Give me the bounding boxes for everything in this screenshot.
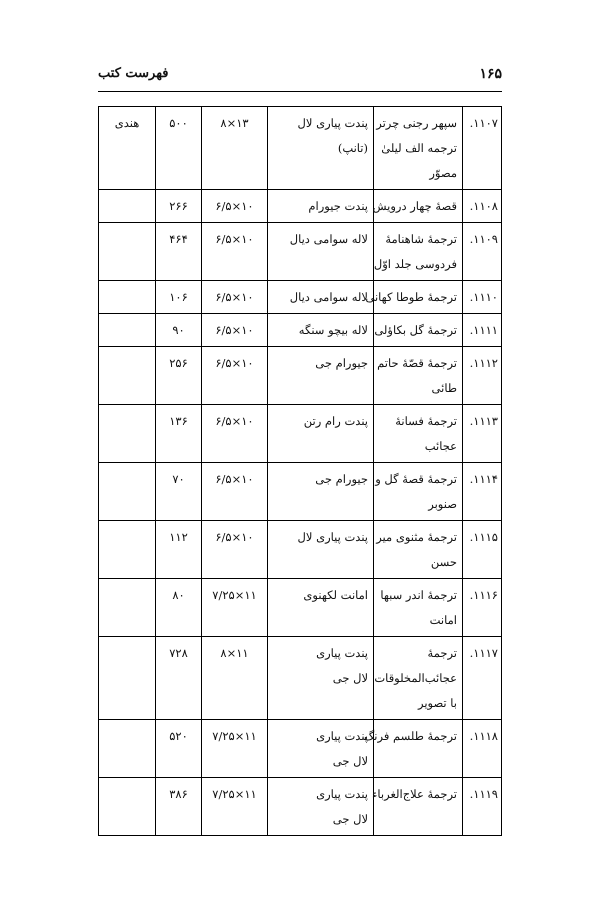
book-title-cell <box>374 579 463 637</box>
entry-number: ۱۱۱۰. <box>469 290 498 304</box>
book-author-line: پندت رام رتن <box>303 414 368 428</box>
book-title-line: صنوبر <box>428 497 457 511</box>
book-title-line: طائی <box>431 381 457 395</box>
page-count-cell <box>156 281 202 314</box>
book-language-cell <box>99 405 156 463</box>
entry-number: ۱۱۱۶. <box>469 588 498 602</box>
book-size-cell <box>202 314 268 347</box>
table-row <box>99 223 502 281</box>
book-author-line: لال جی <box>332 754 368 768</box>
book-size: ۱۱×۷/۲۵ <box>212 729 257 743</box>
book-title-line: ترجمهٔ طلسم فرنگ <box>364 729 457 743</box>
book-size: ۱۰×۶/۵ <box>215 199 254 213</box>
book-author-cell <box>268 223 374 281</box>
book-author-line: (تانپ) <box>337 141 368 155</box>
book-size-cell <box>202 107 268 190</box>
book-title-cell <box>374 190 463 223</box>
book-size: ۱۰×۶/۵ <box>215 323 254 337</box>
entry-number: ۱۱۰۹. <box>469 232 498 246</box>
book-language-cell <box>99 778 156 836</box>
table-row <box>99 314 502 347</box>
book-size: ۱۰×۶/۵ <box>215 530 254 544</box>
book-language-cell <box>99 637 156 720</box>
entry-number: ۱۱۱۴. <box>469 472 498 486</box>
page-count-cell <box>156 579 202 637</box>
book-author-line: پندت پیاری لال <box>297 116 368 130</box>
book-author-cell <box>268 521 374 579</box>
book-author-cell <box>268 281 374 314</box>
entry-number-cell <box>463 190 502 223</box>
book-author-cell <box>268 190 374 223</box>
page-count-cell <box>156 190 202 223</box>
book-author-line: لاله سوامی دیال <box>289 232 368 246</box>
book-author-line: لال جی <box>332 671 368 685</box>
book-language-cell <box>99 281 156 314</box>
book-title-line: ترجمهٔ قصهٔ گل و <box>375 472 457 486</box>
page-count: ۹۰ <box>172 323 185 337</box>
header-rule <box>98 91 502 92</box>
book-size: ۱۱×۷/۲۵ <box>212 787 257 801</box>
book-author-cell <box>268 720 374 778</box>
entry-number-cell <box>463 223 502 281</box>
entry-number: ۱۱۱۲. <box>469 356 498 370</box>
page-count-cell <box>156 637 202 720</box>
book-language-cell <box>99 521 156 579</box>
book-size: ۱۰×۶/۵ <box>215 414 254 428</box>
book-title-line: ترجمهٔ شاهنامهٔ <box>385 232 457 246</box>
book-title-line: امانت <box>429 613 457 627</box>
entry-number: ۱۱۱۱. <box>469 323 498 337</box>
entry-number-cell <box>463 314 502 347</box>
entry-number-cell <box>463 347 502 405</box>
book-author-cell <box>268 347 374 405</box>
page-count: ۷۲۸ <box>169 646 188 660</box>
book-title-cell <box>374 347 463 405</box>
book-author-cell <box>268 463 374 521</box>
book-size-cell <box>202 347 268 405</box>
table-row <box>99 405 502 463</box>
book-language-cell <box>99 463 156 521</box>
book-author-line: پندت پیاری <box>316 646 368 660</box>
table-row <box>99 347 502 405</box>
page-count: ۱۱۲ <box>169 530 188 544</box>
book-title-line: ترجمهٔ طوطا کهانی <box>365 290 457 304</box>
book-title-cell <box>374 405 463 463</box>
book-language: هندی <box>114 116 140 130</box>
entry-number: ۱۱۱۷. <box>469 646 498 660</box>
entry-number-cell <box>463 521 502 579</box>
book-title-line: ترجمهٔ مثنوی میر <box>376 530 457 544</box>
book-title-line: مصوّر <box>429 166 457 180</box>
book-title-line: ترجمهٔ علاج‌الغرباء <box>372 787 457 801</box>
book-size: ۱۰×۶/۵ <box>215 356 254 370</box>
book-language-cell <box>99 579 156 637</box>
table-row <box>99 579 502 637</box>
book-title-cell <box>365 281 463 314</box>
book-title-line: ترجمهٔ گل بکاؤلی <box>374 323 457 337</box>
book-title-cell <box>374 778 463 836</box>
page-count-cell <box>156 405 202 463</box>
book-author-cell <box>268 314 374 347</box>
table-row <box>99 720 502 778</box>
book-title-line: سپهر رجنی چرتر <box>376 116 457 130</box>
book-size-cell <box>202 405 268 463</box>
page-count: ۱۳۶ <box>169 414 188 428</box>
entry-number-cell <box>463 281 502 314</box>
book-author-line: امانت لکهنوی <box>303 588 368 602</box>
book-title-line: عجائب‌المخلوقات <box>374 671 457 685</box>
page-count-cell <box>156 778 202 836</box>
book-title-cell <box>364 720 463 778</box>
book-author-line: لال جی <box>332 812 368 826</box>
book-author-cell <box>268 107 374 190</box>
book-author-line: جیورام جی <box>315 356 368 370</box>
page-count-cell <box>156 107 202 190</box>
page-header <box>98 66 502 88</box>
page-count-cell <box>156 521 202 579</box>
table-row <box>99 521 502 579</box>
book-language-cell <box>99 347 156 405</box>
book-title-line: ترجمهٔ اندر سبها <box>380 588 457 602</box>
book-author-line: لاله بیچو سنگه <box>298 323 368 337</box>
entry-number-cell <box>463 778 502 836</box>
book-language-cell <box>99 720 156 778</box>
book-size: ۱۰×۶/۵ <box>215 472 254 486</box>
book-title-cell <box>374 521 463 579</box>
table-body <box>99 107 502 836</box>
entry-number: ۱۱۰۷. <box>469 116 498 130</box>
book-language-cell <box>99 314 156 347</box>
table-row <box>99 637 502 720</box>
book-title-line: قصهٔ چهار درویش <box>372 199 457 213</box>
book-language-cell <box>99 107 156 190</box>
book-title-line: ترجمه الف لیلیٰ <box>381 141 457 155</box>
book-size-cell <box>202 579 268 637</box>
page-count-cell <box>156 223 202 281</box>
entry-number-cell <box>463 637 502 720</box>
book-title-line: ترجمهٔ <box>427 646 457 660</box>
book-size-cell <box>202 637 268 720</box>
book-title-line: فردوسی جلد اوّل <box>373 257 457 271</box>
page-count: ۷۰ <box>172 472 185 486</box>
book-size-cell <box>202 778 268 836</box>
book-author-line: پندت جیورام <box>308 199 368 213</box>
table-row <box>99 190 502 223</box>
book-author-line: پندت پیاری لال <box>297 530 368 544</box>
book-size: ۱۰×۶/۵ <box>215 232 254 246</box>
book-catalog-table <box>98 106 502 836</box>
entry-number: ۱۱۱۵. <box>469 530 498 544</box>
entry-number-cell <box>463 720 502 778</box>
page-count: ۵۰۰ <box>169 116 188 130</box>
book-title-line: ترجمهٔ فسانهٔ <box>395 414 457 428</box>
book-title-cell <box>374 107 463 190</box>
book-size-cell <box>202 521 268 579</box>
entry-number: ۱۱۱۸. <box>469 729 498 743</box>
book-author-line: پندت پیاری <box>316 787 368 801</box>
page-count: ۳۸۶ <box>169 787 188 801</box>
running-title: فهرست کتب <box>98 66 169 81</box>
page-count-cell <box>156 463 202 521</box>
entry-number: ۱۱۰۸. <box>469 199 498 213</box>
book-author-cell <box>268 637 374 720</box>
book-size: ۱۰×۶/۵ <box>215 290 254 304</box>
table-row <box>99 281 502 314</box>
book-size-cell <box>202 223 268 281</box>
book-size-cell <box>202 463 268 521</box>
page-count: ۴۶۴ <box>169 232 188 246</box>
page-count-cell <box>156 314 202 347</box>
page-count: ۸۰ <box>172 588 185 602</box>
book-title-line: ترجمهٔ قصّهٔ حاتم <box>377 356 457 370</box>
entry-number: ۱۱۱۹. <box>469 787 498 801</box>
entry-number-cell <box>463 405 502 463</box>
page-count: ۲۶۶ <box>169 199 188 213</box>
book-title-cell <box>374 463 463 521</box>
page-count: ۲۵۶ <box>169 356 188 370</box>
book-size: ۱۳×۸ <box>220 116 249 130</box>
entry-number-cell <box>463 579 502 637</box>
page-count-cell <box>156 720 202 778</box>
book-size-cell <box>202 190 268 223</box>
table-row <box>99 463 502 521</box>
book-author-line: لاله سوامی دیال <box>289 290 368 304</box>
book-size-cell <box>202 281 268 314</box>
entry-number-cell <box>463 107 502 190</box>
book-language-cell <box>99 223 156 281</box>
book-title-line: حسن <box>430 555 457 569</box>
book-author-cell <box>268 405 374 463</box>
book-title-cell <box>374 637 463 720</box>
book-size-cell <box>202 720 268 778</box>
book-author-line: پندت پیاری <box>316 729 368 743</box>
book-title-cell <box>374 314 463 347</box>
entry-number-cell <box>463 463 502 521</box>
page-count-cell <box>156 347 202 405</box>
page-count: ۱۰۶ <box>169 290 188 304</box>
book-size: ۱۱×۸ <box>220 646 249 660</box>
page-number: ۱۶۵ <box>479 66 502 82</box>
table-row <box>99 107 502 190</box>
book-title-line: با تصویر <box>417 696 457 710</box>
book-title-cell <box>374 223 463 281</box>
book-author-line: جیورام جی <box>315 472 368 486</box>
book-author-cell <box>268 778 374 836</box>
book-size: ۱۱×۷/۲۵ <box>212 588 257 602</box>
book-language-cell <box>99 190 156 223</box>
book-title-line: عجائب <box>424 439 457 453</box>
book-author-cell <box>268 579 374 637</box>
page-count: ۵۲۰ <box>169 729 188 743</box>
entry-number: ۱۱۱۳. <box>469 414 498 428</box>
table-row <box>99 778 502 836</box>
